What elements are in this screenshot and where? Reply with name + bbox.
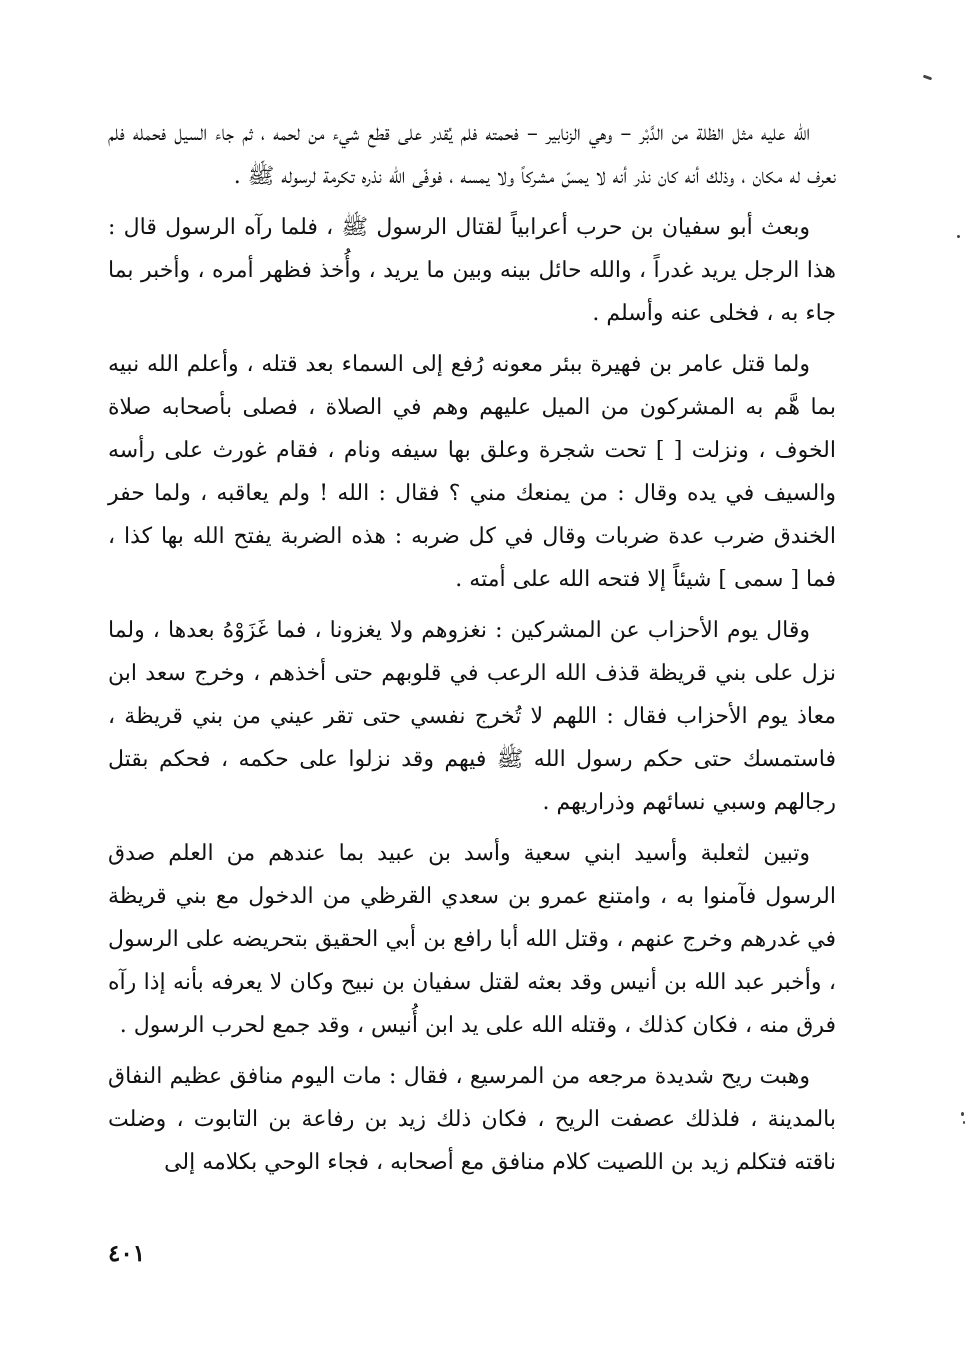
paragraph-5: وتبين لثعلبة وأسيد ابني سعية وأسد بن عبيد بما عندهم من العلم صدق الرسول فآمنوا به ، وامتنع عمرو بن سعدي القرظي من الدخول مع بني قريظة في غدرهم وخرج عنهم ، وقتل الله أبا رافع بن أبي الحقيق بتحريضه على الرسول ، وأخبر عبد الله بن أنيس وقد بعثه لقتل سفيان بن نبيح وكان لا يعرفه بأنه إذا رآه فرق منه ، فكان كذلك ، وقتله الله على يد ابن أُنيس ، وقد جمع لحرب الرسول .: [108, 841, 836, 1038]
scan-speck: [957, 235, 960, 238]
scan-speck: [961, 1112, 964, 1116]
body-text: [108, 112, 836, 1192]
page-number: ٤٠١: [108, 1240, 146, 1267]
scan-speck: [923, 75, 932, 81]
paragraph-1: الله عليه مثل الظلة من الدَّبْر – وهي الزنابير – فحمته فلم يُقدر على قطع شيء من لحمه ، ثم جاء السيل فحمله فلم نعرف له مكان ، وذلك أنه كان نذر أنه لا يمسّ مشركاً ولا يمسه ، فوفّى الله نذره تكرمة لرسوله ﷺ .: [108, 121, 836, 189]
paragraph-3: ولما قتل عامر بن فهيرة ببئر معونه رُفع إلى السماء بعد قتله ، وأعلم الله نبيه بما هَّم به المشركون من الميل عليهم وهم في الصلاة ، فصلى بأصحابه صلاة الخوف ، ونزلت [ ] تحت شجرة وعلق بها سيفه ونام ، فقام غورث على رأسه والسيف في يده وقال : من يمنعك مني ؟ فقال : الله ! ولم يعاقبه ، ولما حفر الخندق ضرب عدة ضربات وقال في كل ضربه : هذه الضربة يفتح الله بها كذا ، فما [ سمى ] شيئاً إلا فتحه الله على أمته .: [108, 352, 836, 592]
paragraph-6: وهبت ريح شديدة مرجعه من المرسيع ، فقال : مات اليوم منافق عظيم النفاق بالمدينة ، فلذلك عصفت الريح ، فكان ذلك زيد بن رفاعة بن التابوت ، وضلت ناقته فتكلم زيد بن اللصيت كلام منافق مع أصحابه ، فجاء الوحي بكلامه إلى: [108, 1064, 836, 1175]
paragraph-4: وقال يوم الأحزاب عن المشركين : نغزوهم ولا يغزونا ، فما غَزَوْهُ بعدها ، ولما نزل على بني قريظة قذف الله الرعب في قلوبهم حتى أخذهم ، وخرج سعد ابن معاذ يوم الأحزاب فقال : اللهم لا تُخرج نفسي حتى تقر عيني من بني قريظة ، فاستمسك حتى حكم رسول الله ﷺ فيهم وقد نزلوا على حكمه ، فحكم بقتل رجالهم وسبي نسائهم وذراريهم .: [108, 618, 837, 815]
scan-speck: [963, 1121, 965, 1124]
paragraph-2: وبعث أبو سفيان بن حرب أعرابياً لقتال الرسول ﷺ ، فلما رآه الرسول قال : هذا الرجل يريد غدراً ، والله حائل بينه وبين ما يريد ، وأُخذ فظهر أمره ، وأخبر بما جاء به ، فخلى عنه وأسلم .: [108, 215, 836, 326]
